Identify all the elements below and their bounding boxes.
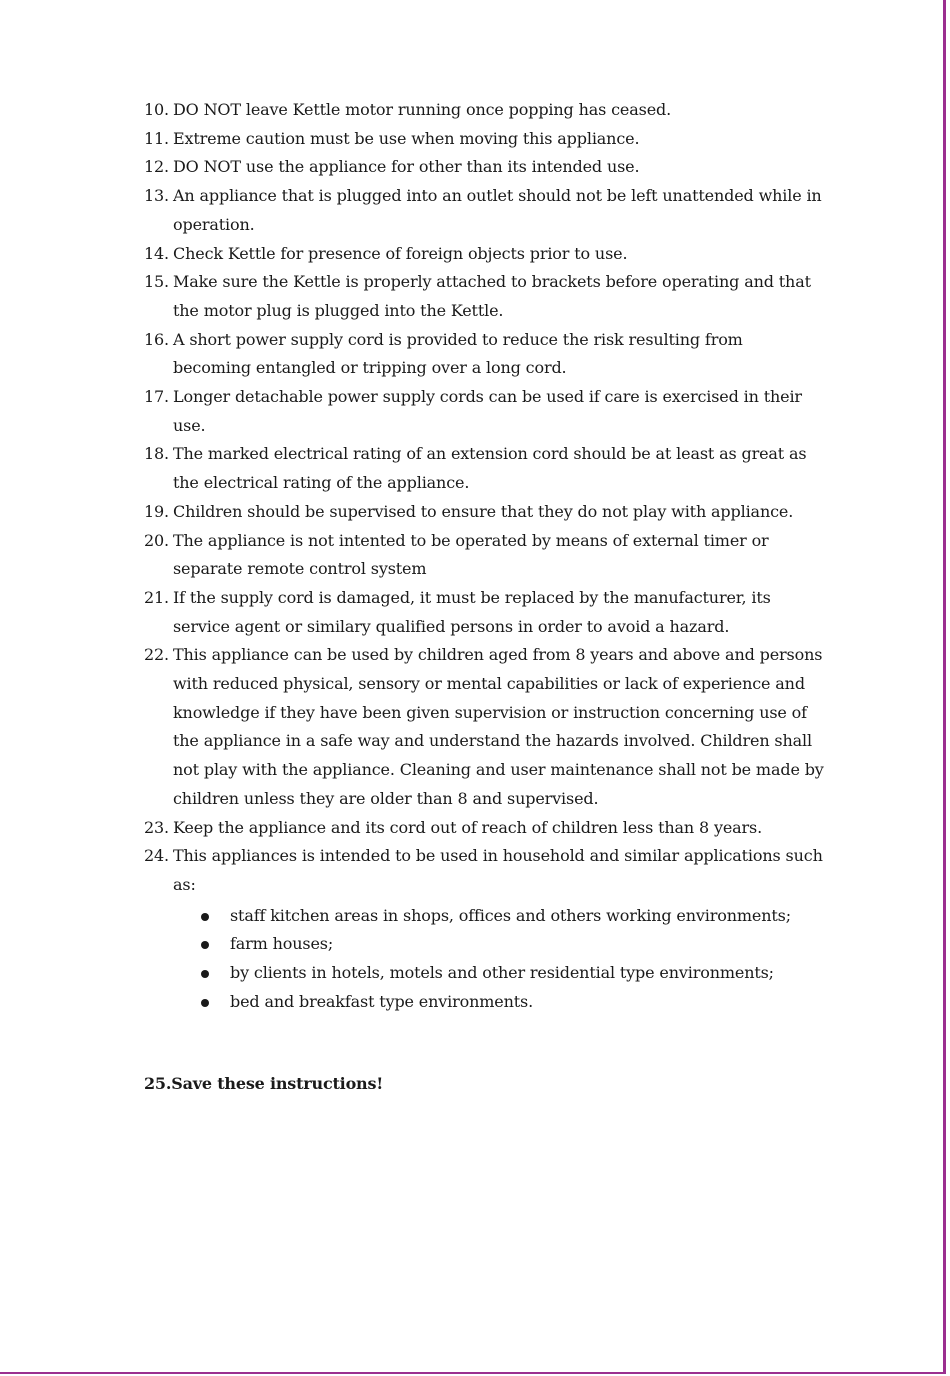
save-instructions-heading [144,1070,383,1098]
item-number: 12. [144,157,169,177]
list-item [144,153,824,182]
item-text: The marked electrical rating of an extension cord should be at least as great as the electrical rating of the appliance. [173,444,807,493]
item-text: Keep the appliance and its cord out of reach of children less than 8 years. [173,817,763,837]
item-text: This appliances is intended to be used in household and similar applications such as: [173,846,823,894]
list-item [144,383,824,440]
bullet-dot-icon [201,970,209,978]
bullet-text: by clients in hotels, motels and other residential type environments; [230,963,774,983]
list-item [144,584,824,641]
list-item [144,842,824,1016]
item-number: 17. [144,387,169,407]
item-text: An appliance that is plugged into an outlet should not be left unattended while in operation. [173,186,822,234]
list-item [144,268,824,325]
item-number: 22. [144,645,169,665]
list-item [144,641,824,813]
item-number: 13. [144,186,169,206]
item-number: 18. [144,444,169,464]
item-number: 16. [144,329,169,349]
item-text: Longer detachable power supply cords can be used if care is exercised in their use. [173,387,802,435]
list-item [144,326,824,383]
list-item [144,527,824,584]
bullet-dot-icon [201,941,209,949]
list-item [144,498,824,527]
bullet-text: bed and breakfast type environments. [230,991,534,1011]
item-text: If the supply cord is damaged, it must be replaced by the manufacturer, its service agent or similary qualified persons in order to avoid a hazard. [173,587,771,636]
item-number: 11. [144,128,169,148]
bullet-text: farm houses; [230,934,334,954]
final-text: Save these instructions! [171,1074,384,1093]
bullet-dot-icon [201,999,209,1007]
item-text: DO NOT leave Kettle motor running once popping has ceased. [173,100,672,119]
item-number: 10. [144,100,169,119]
list-item [144,125,824,154]
item-text: Make sure the Kettle is properly attached to brackets before operating and that the motor plug is plugged into the Kettle. [173,272,811,320]
list-item [144,182,824,239]
bullet-item [173,930,824,959]
item-number: 21. [144,587,169,607]
item-number: 24. [144,846,169,866]
item-number: 14. [144,243,169,263]
instruction-list [144,96,824,1017]
item-number: 19. [144,501,169,521]
list-item [144,440,824,497]
bullet-item [173,902,824,931]
list-item [144,96,824,125]
item-text: DO NOT use the appliance for other than its intended use. [173,157,640,177]
item-number: 23. [144,817,169,837]
item-text: This appliance can be used by children aged from 8 years and above and persons with reduced physical, sensory or mental capabilities or lack of experience and knowledge if they have been given supervision or instruction concerning use of the appliance in a safe way and understand the hazards involved. Children shall not play with the appliance. Cleaning and user maintenance shall not be made by children unless they are older than 8 and supervised. [173,645,824,808]
applications-bullet-list [173,902,824,1017]
final-number: 25. [144,1074,172,1093]
item-text: Children should be supervised to ensure that they do not play with appliance. [173,501,794,521]
list-item [144,240,824,269]
item-text: The appliance is not intented to be operated by means of external timer or separate remote control system [173,530,769,579]
list-item [144,814,824,843]
item-number: 20. [144,530,169,550]
item-text: Check Kettle for presence of foreign objects prior to use. [173,243,628,263]
item-number: 15. [144,272,169,292]
item-text: A short power supply cord is provided to reduce the risk resulting from becoming entangled or tripping over a long cord. [173,329,743,378]
bullet-dot-icon [201,913,209,921]
bullet-item [173,988,824,1017]
item-text: Extreme caution must be use when moving this appliance. [173,128,640,148]
bullet-text: staff kitchen areas in shops, offices and others working environments; [230,905,791,925]
bullet-item [173,959,824,988]
